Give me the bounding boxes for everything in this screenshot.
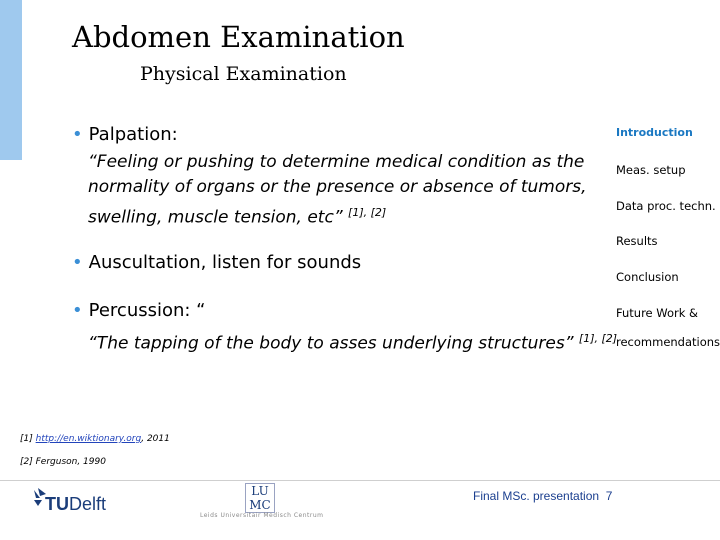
palpation-quote <box>88 150 587 231</box>
slide-subtitle: Physical Examination <box>140 63 347 85</box>
quote-line: normality of organs or the presence or absence of tumors, <box>88 177 587 197</box>
reference-link[interactable]: http://en.wiktionary.org <box>35 434 142 444</box>
nav-data-proc[interactable]: Data proc. techn. <box>616 199 716 213</box>
bullet-label: Auscultation, listen for sounds <box>88 252 362 273</box>
bullet-dot-icon: • <box>72 124 83 145</box>
slide-title: Abdomen Examination <box>72 20 405 54</box>
citation: [1], [2] <box>348 206 387 219</box>
bullet-palpation <box>72 124 178 145</box>
bullet-dot-icon: • <box>72 252 83 273</box>
tudelft-wordmark: TUDelft <box>45 494 107 514</box>
reference-2: [2] Ferguson, 1990 <box>20 457 106 467</box>
footer-divider <box>0 480 720 481</box>
percussion-quote <box>88 326 617 357</box>
nav-introduction[interactable]: Introduction <box>616 126 693 139</box>
bullet-label: Palpation: <box>88 124 178 145</box>
footer-label: Final MSc. presentation 7 <box>473 489 613 503</box>
nav-future-work[interactable]: Future Work & <box>616 306 699 320</box>
bullet-percussion <box>72 300 206 321</box>
quote-line-last: “The tapping of the body to asses underlying structures” [1], [2] <box>88 332 618 354</box>
reference-1: [1] http://en.wiktionary.org, 2011 <box>20 434 170 444</box>
quote-line: “Feeling or pushing to determine medical condition as the <box>88 152 585 172</box>
lumc-logo-icon: LU MC <box>245 483 275 513</box>
lumc-caption: Leids Universitair Medisch Centrum <box>200 512 324 519</box>
accent-bar <box>0 0 22 160</box>
bullet-dot-icon: • <box>72 300 83 321</box>
nav-results[interactable]: Results <box>616 234 658 248</box>
bullet-auscultation <box>72 252 361 273</box>
nav-meas-setup[interactable]: Meas. setup <box>616 163 686 177</box>
nav-recommendations[interactable]: recommendations <box>616 335 720 349</box>
citation: [1], [2] <box>578 332 618 345</box>
quote-line-last: swelling, muscle tension, etc” [1], [2] <box>88 206 387 228</box>
page-number: 7 <box>605 489 613 503</box>
nav-conclusion[interactable]: Conclusion <box>616 270 679 284</box>
bullet-label: Percussion: “ <box>88 300 206 321</box>
